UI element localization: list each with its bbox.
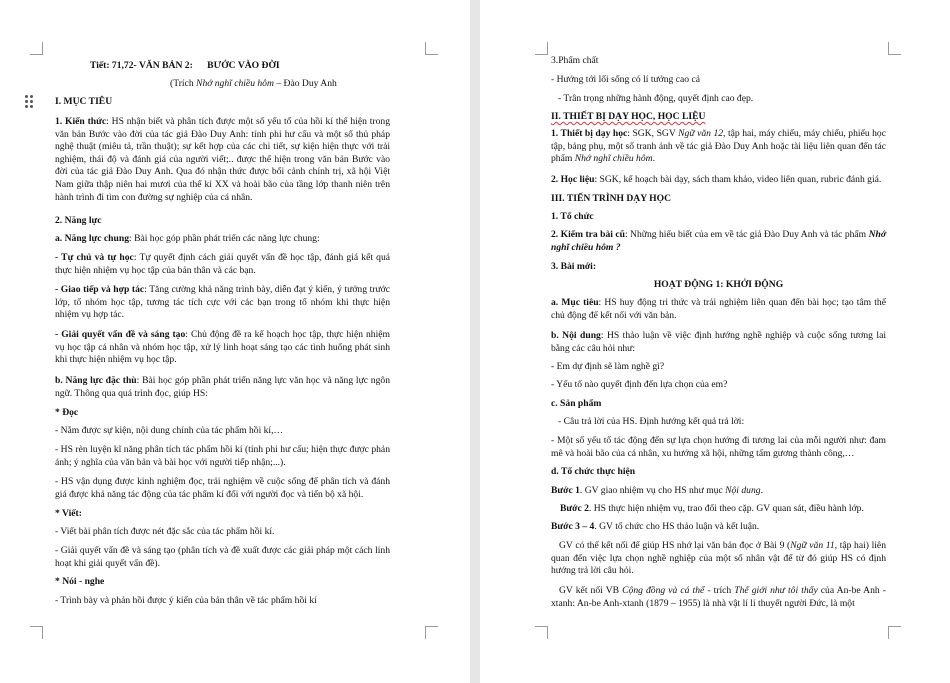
paragraph: 2. Kiểm tra bài cũ: Những hiểu biết của em về tác giả Đào Duy Anh và tác phẩm Nhớ nghĩ chiều hôm ? bbox=[551, 229, 886, 253]
paragraph: - Giải quyết vấn đề và sáng tạo (phân tích và đề xuất được các giải pháp một cách linh hoạt khi giải quyết vấn đề). bbox=[55, 545, 390, 569]
paragraph: - Một số yếu tố tác động đến sự lựa chọn hướng đi tương lai của mỗi người như: đam mê và hoài bão của cá nhân, xu hướng xã hội, những tấm gương thành công,… bbox=[551, 435, 886, 459]
document-page-right bbox=[480, 0, 950, 683]
margin-corner-mark bbox=[30, 626, 43, 639]
paragraph: - Giao tiếp và hợp tác: Tăng cường khả năng trình bày, diễn đạt ý kiến, ý tưởng trước lớp, tổ nhóm học tập, tương tác tích cực với các bạn trong tổ nhóm khi thực hiện nhiệm vụ hợp tác. bbox=[55, 284, 390, 321]
subheading: 2. Năng lực bbox=[55, 215, 102, 226]
subheading: * Viết: bbox=[55, 508, 82, 519]
subheading: 3. Bài mới: bbox=[551, 261, 597, 272]
paragraph: - Nắm được sự kiện, nội dung chính của tác phẩm hồi kí,… bbox=[55, 425, 284, 436]
paragraph: a. Mục tiêu: HS huy động tri thức và trải nghiệm liên quan đến bài học; tạo tâm thế chủ động để kết nối với văn bản. bbox=[551, 297, 886, 321]
subheading: * Nói - nghe bbox=[55, 576, 105, 587]
paragraph: GV kết nối VB Cộng đồng và cá thể - trích Thế giới như tôi thấy của An-be Anh - xtanh: An-be Anh-xtanh (1879 – 1955) là nhà vật lí lí thuyết người Đức, là một bbox=[551, 585, 886, 609]
subheading: d. Tổ chức thực hiện bbox=[551, 466, 636, 477]
paragraph: Bước 2. HS thực hiện nhiệm vụ, trao đổi theo cặp. GV quan sát, điều hành lớp. bbox=[560, 503, 864, 514]
paragraph: - Câu trả lời của HS. Định hướng kết quả trả lời: bbox=[558, 416, 745, 427]
paragraph: - HS rèn luyện kĩ năng phân tích tác phẩm hồi kí (tính phi hư cấu; hiện thực được phản ánh; ý nghĩa của văn bản và bài học với người tiếp nhận;...). bbox=[55, 444, 390, 468]
paragraph: - Trình bày và phản hồi được ý kiến của bản thân về tác phẩm hồi kí bbox=[55, 595, 317, 606]
margin-corner-mark bbox=[535, 42, 548, 55]
margin-corner-mark bbox=[535, 626, 548, 639]
paragraph: - Giải quyết vấn đề và sáng tạo: Chủ động đề ra kế hoạch học tập, thực hiện nhiệm vụ học tập cá nhân và nhóm học tập, xử lý linh hoạt sáng tạo các tình huống phát sinh khi thực hiện nhiệm vụ học tập. bbox=[55, 329, 390, 366]
paragraph: - Hướng tới lối sống có lí tưởng cao cả bbox=[551, 74, 700, 85]
margin-corner-mark bbox=[425, 42, 438, 55]
lesson-subtitle: (Trích Nhớ nghĩ chiều hôm – Đào Duy Anh bbox=[170, 78, 337, 89]
paragraph: GV có thể kết nối để giúp HS nhớ lại văn bản đọc ở Bài 9 (Ngữ văn 11, tập hai) liên quan đến việc lựa chọn nghề nghiệp của một số nhân vật để từ đó giúp HS có định hướng trả lời câu hỏi. bbox=[551, 540, 886, 577]
paragraph: - HS vận dụng được kinh nghiệm đọc, trải nghiệm về cuộc sống để phân tích và đánh giá được khả năng tác động của tác phẩm kí đối với người đọc và tiến bộ xã hội. bbox=[55, 476, 390, 500]
paragraph: - Yếu tố nào quyết định đến lựa chọn của em? bbox=[551, 379, 728, 390]
margin-corner-mark bbox=[888, 42, 901, 55]
drag-handle-icon[interactable] bbox=[25, 95, 35, 109]
paragraph: b. Nội dung: HS thảo luận về việc định hướng nghề nghiệp và cuộc sống tương lai bằng các câu hỏi như: bbox=[551, 330, 886, 354]
paragraph: a. Năng lực chung: Bài học góp phần phát triển các năng lực chung: bbox=[55, 233, 320, 244]
paragraph: b. Năng lực đặc thù: Bài học góp phần phát triển năng lực văn học và năng lực ngôn ngữ. Thông qua quá trình đọc, giúp HS: bbox=[55, 375, 390, 399]
paragraph: Bước 3 – 4. GV tổ chức cho HS thảo luận và kết luận. bbox=[551, 521, 760, 532]
subheading: * Đọc bbox=[55, 407, 79, 418]
margin-corner-mark bbox=[888, 626, 901, 639]
paragraph: - Em dự định sẽ làm nghề gì? bbox=[551, 361, 665, 372]
paragraph: 2. Học liệu: SGK, kế hoạch bài dạy, sách tham khảo, video liên quan, rubric đánh giá. bbox=[551, 174, 882, 185]
subheading: c. Sản phẩm bbox=[551, 398, 602, 409]
margin-corner-mark bbox=[425, 626, 438, 639]
margin-corner-mark bbox=[30, 42, 43, 55]
section-heading: II. THIẾT BỊ DẠY HỌC, HỌC LIỆU bbox=[551, 111, 706, 122]
paragraph: 3.Phẩm chất bbox=[551, 55, 599, 66]
subheading: 1. Tổ chức bbox=[551, 211, 594, 222]
paragraph: 1. Thiết bị dạy học: SGK, SGV Ngữ văn 12, tập hai, máy chiếu, máy chiếu, phiếu học tập, bảng phụ, một số tranh ảnh về tác giả Đào Duy Anh hoặc tài liệu liên quan đến tác phẩm Nhớ nghĩ chiều hôm. bbox=[551, 128, 886, 165]
section-heading: I. MỤC TIÊU bbox=[55, 96, 113, 107]
paragraph: - Tự chủ và tự học: Tự quyết định cách giải quyết vấn đề học tập, đánh giá kết quả thực hiện nhiệm vụ học tập của bản thân và các bạn. bbox=[55, 252, 391, 276]
lesson-title: Tiết: 71,72- VĂN BẢN 2: BƯỚC VÀO ĐỜI bbox=[90, 60, 280, 71]
paragraph: - Viết bài phân tích được nét đặc sắc của tác phẩm hồi kí. bbox=[55, 526, 275, 537]
paragraph: 1. Kiến thức: HS nhận biết và phân tích được một số yếu tố của hồi kí thể hiện trong văn bản Bước vào đời của tác giả Đào Duy Anh: tính phi hư cấu và một số thủ pháp nghệ thuật (miêu tả, trần thuật); sự kết hợp của các chi tiết, sự kiện hiện thực với trải nghiệm, thái độ và đánh giá của người viết;.. được thể hiện trong văn bản Bước vào đời của tác giả Đào Duy Anh. Qua đó nhận thức được bối cảnh chính trị, xã hội Việt Nam giữa thập niên hai mươi của thế kỉ XX và hoài bão của tầng lớp thanh niên trên hành trình đi tìm con đường sự nghiệp của cá nhân. bbox=[55, 116, 390, 203]
paragraph: Bước 1. GV giao nhiệm vụ cho HS như mục Nội dung. bbox=[551, 485, 763, 496]
paragraph: - Trân trọng những hành động, quyết định cao đẹp. bbox=[558, 93, 754, 104]
section-heading: III. TIẾN TRÌNH DẠY HỌC bbox=[551, 193, 672, 204]
activity-heading: HOẠT ĐỘNG 1: KHỞI ĐỘNG bbox=[653, 279, 784, 290]
document-page-left bbox=[0, 0, 470, 683]
